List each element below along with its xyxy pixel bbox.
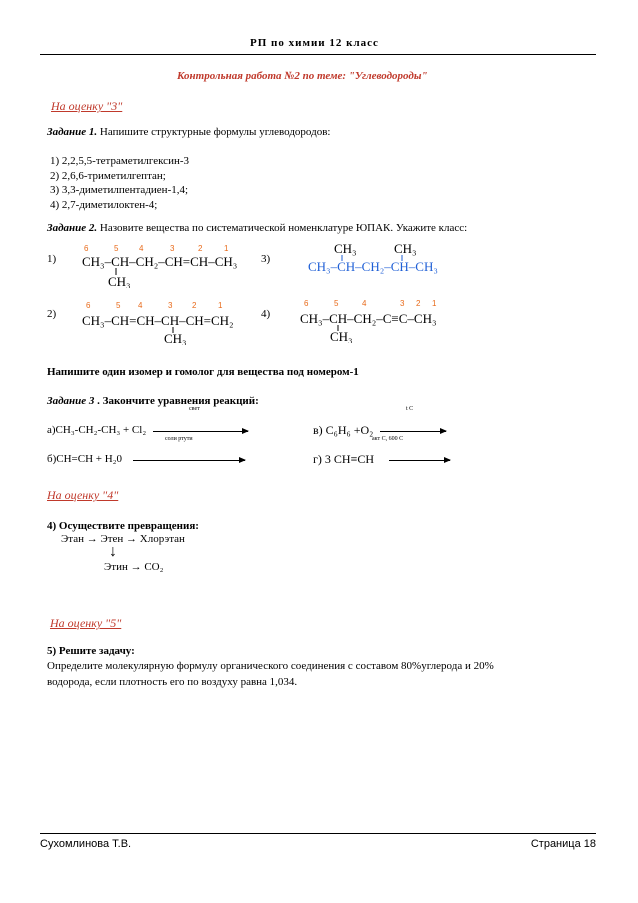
task2-label: Задание 2. <box>47 222 98 234</box>
task1-item: 2) 2,6,6-триметилгептан; <box>50 170 166 182</box>
svg-text:CH₃: CH₃ <box>164 331 187 345</box>
svg-text:CH₃: CH₃ <box>330 329 353 343</box>
svg-text:6: 6 <box>86 301 91 310</box>
problem-line-2: водорода, если плотность его по воздуху равна 1,034. <box>47 676 298 688</box>
grade-5-heading: На оценку "5" <box>50 616 122 630</box>
svg-text:3: 3 <box>170 244 175 253</box>
structural-formula-3 <box>304 240 474 275</box>
svg-text:CH₃: CH₃ <box>394 241 417 256</box>
formula-label-1: 1) <box>47 253 57 265</box>
conversion-chain-row2: Этин → CO₂ <box>104 561 164 573</box>
task1 <box>47 126 330 138</box>
footer-author: Сухомлинова Т.В. <box>40 838 132 850</box>
grade-3-heading: На оценку "3" <box>51 99 123 113</box>
reaction-g-arrow <box>389 460 450 461</box>
structural-formula-1 <box>80 243 250 288</box>
task2 <box>47 222 467 234</box>
svg-text:2: 2 <box>198 244 203 253</box>
task3-label: Задание 3 <box>47 395 95 407</box>
reaction-a: а)CH₃-CH₂-CH₃ + Cl₂ <box>47 424 147 436</box>
task1-item: 4) 2,7-диметилоктен-4; <box>50 199 158 211</box>
reaction-g: г) 3 CH≡CH <box>313 452 375 466</box>
task2-text: Назовите вещества по систематической номенклатуре ЮПАК. Укажите класс: <box>99 222 468 234</box>
formula-label-2: 2) <box>47 308 57 320</box>
svg-text:3: 3 <box>168 301 173 310</box>
svg-text:1: 1 <box>224 244 229 253</box>
svg-text:4: 4 <box>362 299 367 308</box>
reaction-b-condition: соли ртути <box>165 436 193 442</box>
svg-text:CH₃–CH–CH₂–CH=CH–CH₃: CH₃–CH–CH₂–CH=CH–CH₃ <box>82 254 238 269</box>
reaction-b: б)CH=CH + H₂0 <box>47 453 123 465</box>
svg-text:CH₃: CH₃ <box>108 274 131 288</box>
isomer-homolog-task: Напишите один изомер и гомолог для вещества под номером-1 <box>47 366 359 378</box>
formula-label-3: 3) <box>261 253 271 265</box>
task1-item: 1) 2,2,5,5-тетраметилгексин-3 <box>50 155 190 167</box>
svg-text:1: 1 <box>432 299 437 308</box>
svg-text:5: 5 <box>116 301 121 310</box>
problem-line-1: Определите молекулярную формулу органического соединения с составом 80%углерода и 20% <box>47 660 494 672</box>
svg-text:CH₃–CH–CH₂–C≡C–CH₃: CH₃–CH–CH₂–C≡C–CH₃ <box>300 311 437 326</box>
conversion-chain-row1: Этан → Этен → Хлорэтан <box>61 533 185 545</box>
svg-text:CH₃–CH=CH–CH–CH=CH₂: CH₃–CH=CH–CH–CH=CH₂ <box>82 313 234 328</box>
reaction-g-condition: акт C, 600 C <box>372 436 404 442</box>
reaction-a-condition: свет <box>189 406 200 412</box>
task1-item: 3) 3,3-диметилпентадиен-1,4; <box>50 184 189 196</box>
task1-label: Задание 1. <box>47 126 98 138</box>
structural-formula-2 <box>80 300 270 345</box>
svg-text:3: 3 <box>400 299 405 308</box>
formula-label-4: 4) <box>261 308 271 320</box>
svg-text:4: 4 <box>138 301 143 310</box>
reaction-b-arrow <box>133 460 245 461</box>
svg-text:5: 5 <box>334 299 339 308</box>
task3 <box>47 395 259 407</box>
task1-text: Напишите структурные формулы углеводородов: <box>99 126 331 138</box>
svg-text:CH₃–CH–CH₂–CH–CH₃: CH₃–CH–CH₂–CH–CH₃ <box>308 259 438 274</box>
work-title: Контрольная работа №2 по теме: "Углеводороды" <box>177 70 428 82</box>
structural-formula-4 <box>298 298 478 343</box>
svg-text:CH₃: CH₃ <box>334 241 357 256</box>
reaction-a-arrow <box>153 431 248 432</box>
reaction-v-condition: t C <box>406 406 414 412</box>
svg-text:2: 2 <box>192 301 197 310</box>
task3-text: . Закончите уравнения реакций: <box>97 395 259 407</box>
svg-text:5: 5 <box>114 244 119 253</box>
task5: 5) Решите задачу: <box>47 645 135 657</box>
svg-text:6: 6 <box>84 244 89 253</box>
reaction-v-arrow <box>380 431 446 432</box>
page-header: РП по химии 12 класс <box>250 37 379 49</box>
down-arrow-icon: ↓ <box>109 543 117 560</box>
reaction-v: в) C₆H₆ +O₂ <box>313 423 374 437</box>
footer-divider <box>40 833 596 834</box>
svg-text:4: 4 <box>139 244 144 253</box>
task4: 4) Осуществите превращения: <box>47 520 199 532</box>
footer-page-number: Страница 18 <box>530 838 596 850</box>
svg-text:1: 1 <box>218 301 223 310</box>
svg-text:6: 6 <box>304 299 309 308</box>
grade-4-heading: На оценку "4" <box>47 488 119 502</box>
header-divider <box>40 54 596 55</box>
svg-text:2: 2 <box>416 299 421 308</box>
